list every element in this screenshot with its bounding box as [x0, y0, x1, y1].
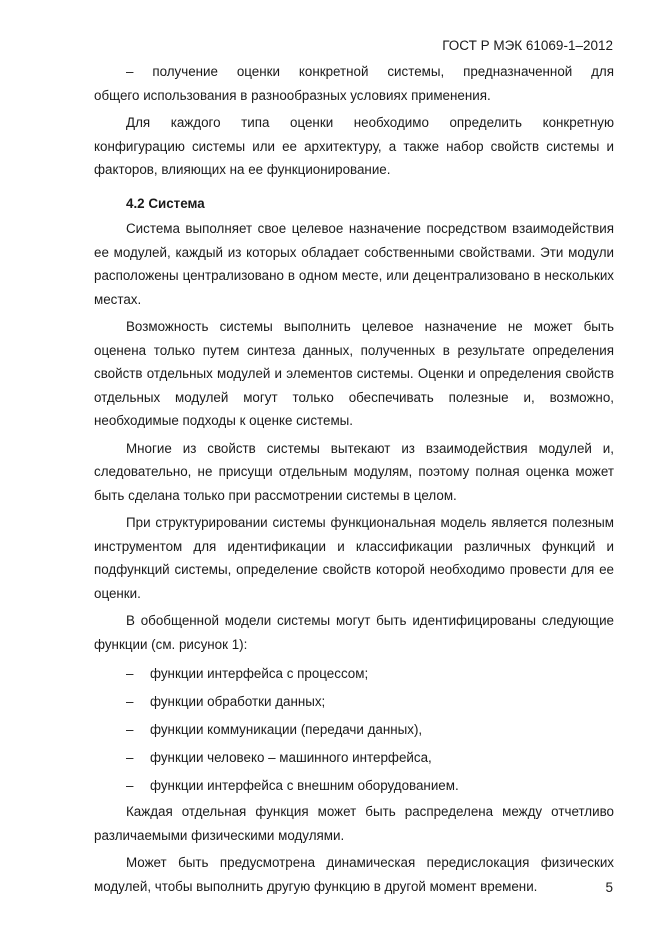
dash-marker: – [126, 666, 134, 681]
function-item-text: функции коммуникации (передачи данных), [150, 722, 423, 737]
paragraph-capability: Возможность системы выполнить целевое назначение не может быть оценена только путем синтеза данных, полученных в результате определения свойств отдельных модулей и элементов системы. Оценки и определения свойств отдельных модулей могут только обеспечивать полезные и, возможно, необходимые подходы к оценке системы. [94, 319, 614, 428]
function-list [94, 660, 614, 800]
intro-paragraph-1: – получение оценки конкретной системы, предназначенной для общего использования в разнообразных условиях применения. [94, 64, 618, 103]
function-item-text: функции обработки данных; [150, 694, 326, 709]
paragraph-structuring: При структурировании системы функциональная модель является полезным инструментом для идентификации и классификации различных функций и подфункций системы, определение свойств которой необходимо провести для ее оценки. [94, 515, 614, 601]
paragraph-generic-model: В обобщенной модели системы могут быть идентифицированы следующие функции (см. рисунок 1): [94, 613, 614, 652]
page-number: 5 [605, 880, 613, 895]
list-item [94, 744, 614, 772]
function-item-text: функции интерфейса с процессом; [150, 666, 369, 681]
document-header: ГОСТ Р МЭК 61069-1–2012 [442, 38, 613, 53]
intro-paragraph-2: Для каждого типа оценки необходимо определить конкретную конфигурацию системы или ее архитектуру, а также набор свойств системы и факторов, влияющих на ее функционирование. [94, 115, 618, 177]
section-title: 4.2 Система [126, 195, 205, 211]
function-item-text: функции человеко – машинного интерфейса, [150, 750, 432, 765]
dash-marker: – [126, 750, 134, 765]
list-item [94, 688, 614, 716]
paragraph-system: Система выполняет свое целевое назначение посредством взаимодействия ее модулей, каждый из которых обладает собственными свойствами. Эти модули расположены централизовано в одном месте, или децентрализовано в нескольких местах. [94, 221, 614, 307]
paragraph-relocation: Может быть предусмотрена динамическая передислокация физических модулей, чтобы выполнить другую функцию в другой момент времени. [94, 855, 614, 894]
dash-marker: – [126, 778, 134, 793]
dash-marker: – [126, 694, 134, 709]
list-item [94, 660, 614, 688]
document-body [94, 60, 618, 898]
paragraph-distribution: Каждая отдельная функция может быть распределена между отчетливо различаемыми физическими модулями. [94, 804, 614, 843]
list-item [94, 772, 614, 800]
dash-marker: – [126, 722, 134, 737]
paragraph-properties: Многие из свойств системы вытекают из взаимодействия модулей и, следовательно, не присущи отдельным модулям, поэтому полная оценка может быть сделана только при рассмотрении системы в целом. [94, 440, 614, 503]
function-item-text: функции интерфейса с внешним оборудованием. [150, 778, 459, 793]
list-item [94, 716, 614, 744]
